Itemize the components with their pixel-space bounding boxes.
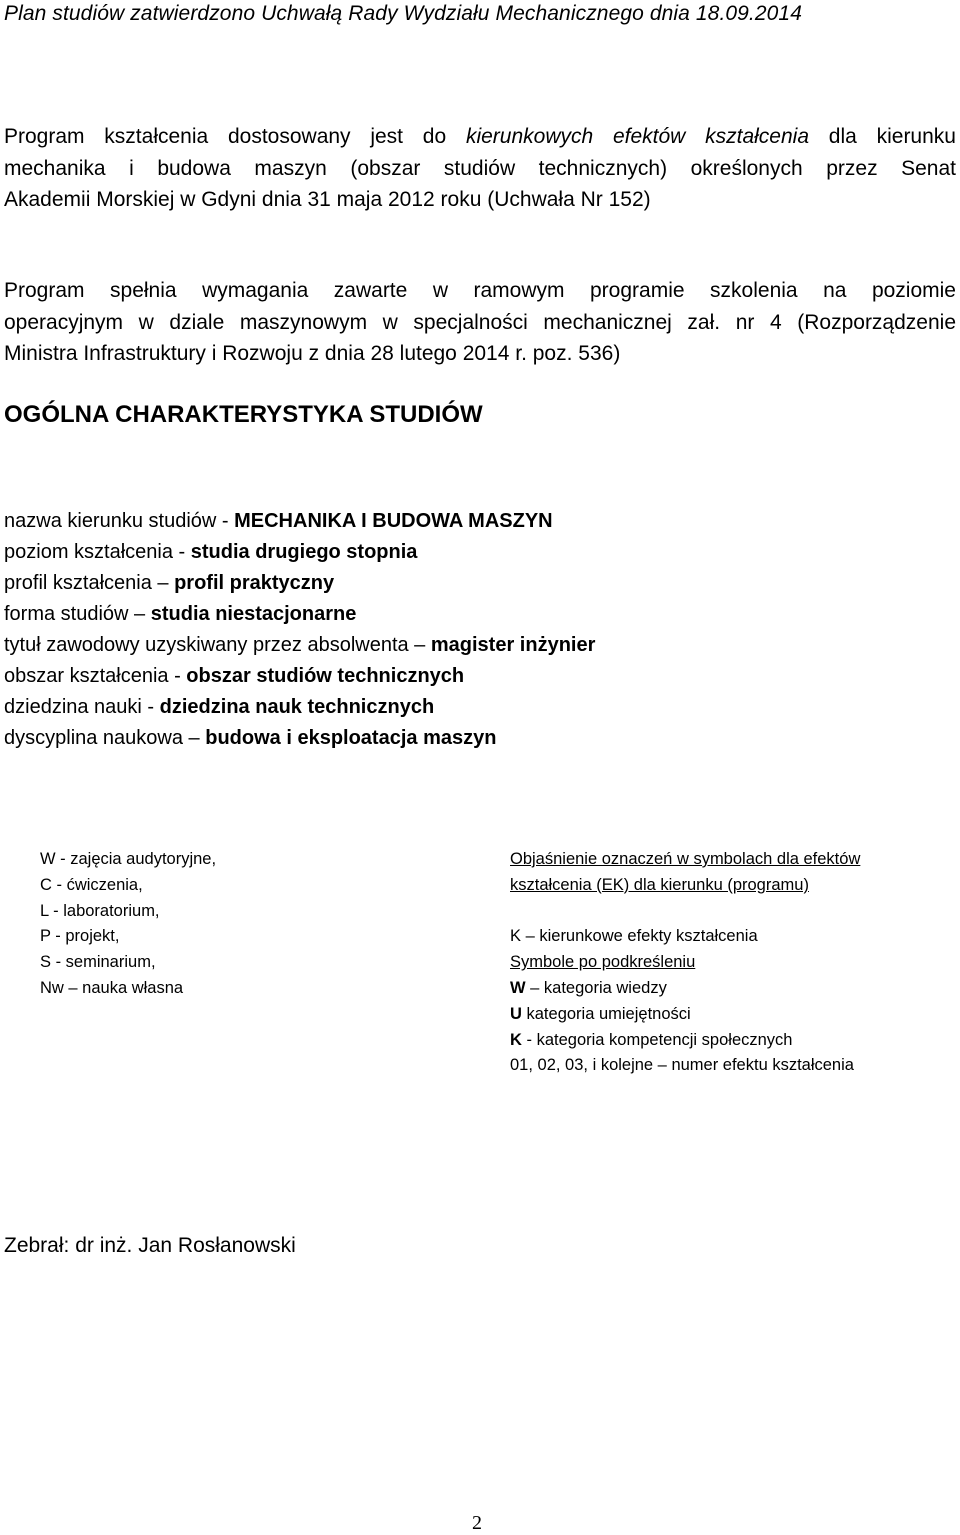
author-line: Zebrał: dr inż. Jan Rosłanowski (4, 1234, 296, 1257)
legend-item: W - zajęcia audytoryjne, (40, 850, 217, 868)
paragraph-line (4, 121, 956, 153)
legend-item: P - projekt, (40, 927, 120, 946)
characteristic-row (4, 630, 595, 661)
legend-item (510, 1028, 860, 1054)
characteristic-label: dziedzina nauki - (4, 696, 160, 718)
paragraph-line: mechanika i budowa maszyn (obszar studiów technicznych) określonych przez Senat (4, 156, 956, 180)
characteristic-value: budowa i eksploatacja maszyn (205, 727, 497, 749)
legend-symbol: W (510, 978, 526, 997)
section-title: OGÓLNA CHARAKTERYSTYKA STUDIÓW (4, 401, 483, 428)
legend-subheading: Symbole po podkreśleniu (510, 953, 696, 972)
characteristic-value: magister inżynier (430, 634, 596, 656)
characteristic-label: poziom kształcenia - (4, 541, 191, 563)
characteristic-row (4, 599, 595, 630)
characteristic-label: tytuł zawodowy uzyskiwany przez absolwenta – (4, 634, 431, 656)
characteristic-value: studia drugiego stopnia (190, 541, 418, 563)
legend-symbol: K (510, 1030, 522, 1049)
paragraph-line: operacyjnym w dziale maszynowym w specjalności mechanicznej zał. nr 4 (Rozporządzenie (4, 310, 956, 334)
characteristic-value: dziedzina nauk technicznych (159, 696, 435, 718)
characteristic-label: nazwa kierunku studiów - (4, 510, 235, 532)
paragraph-text: dla kierunku (809, 125, 956, 148)
characteristic-row (4, 537, 595, 568)
characteristic-row (4, 723, 595, 754)
spacer (510, 899, 860, 925)
legend-text: kategoria umiejętności (521, 1004, 691, 1023)
characteristic-value: studia niestacjonarne (150, 603, 357, 625)
study-characteristics-list (4, 506, 595, 754)
characteristic-label: profil kształcenia – (4, 572, 175, 594)
program-intro-paragraph (4, 121, 956, 216)
legend-symbol: U (510, 1004, 522, 1023)
legend-item (510, 976, 860, 1002)
requirements-paragraph (4, 275, 956, 370)
paragraph-line: Ministra Infrastruktury i Rozwoju z dnia 28 lutego 2014 r. poz. 536) (4, 342, 621, 365)
document-header: Plan studiów zatwierdzono Uchwałą Rady Wydziału Mechanicznego dnia 18.09.2014 (4, 2, 802, 25)
legend-heading: Objaśnienie oznaczeń w symbolach dla efektów (510, 850, 861, 868)
paragraph-line: Program spełnia wymagania zawarte w ramowym programie szkolenia na poziomie (4, 279, 956, 302)
legend-item: 01, 02, 03, i kolejne – numer efektu kształcenia (510, 1056, 854, 1075)
characteristic-row (4, 506, 595, 537)
characteristic-label: dyscyplina naukowa – (4, 727, 206, 749)
symbols-explanation-legend (510, 847, 860, 1079)
legend-text: - kategoria kompetencji społecznych (521, 1030, 793, 1049)
paragraph-line: Akademii Morskiej w Gdyni dnia 31 maja 2012 roku (Uchwała Nr 152) (4, 188, 651, 211)
legend-item: K – kierunkowe efekty kształcenia (510, 927, 758, 946)
characteristic-row (4, 692, 595, 723)
characteristic-label: obszar kształcenia - (4, 665, 187, 687)
page-number: 2 (472, 1512, 482, 1534)
characteristic-label: forma studiów – (4, 603, 151, 625)
paragraph-text: Program kształcenia dostosowany jest do (4, 125, 466, 148)
legend-item: C - ćwiczenia, (40, 875, 143, 894)
characteristic-value: obszar studiów technicznych (186, 665, 465, 687)
legend-item (510, 1002, 860, 1028)
characteristic-row (4, 568, 595, 599)
characteristic-value: profil praktyczny (174, 572, 335, 594)
legend-text: – kategoria wiedzy (525, 978, 667, 997)
legend-heading: kształcenia (EK) dla kierunku (programu) (510, 875, 809, 894)
characteristic-row (4, 661, 595, 692)
legend-item: S - seminarium, (40, 953, 156, 972)
legend-item: L - laboratorium, (40, 901, 160, 920)
emphasized-text: kierunkowych efektów kształcenia (465, 125, 809, 148)
class-types-legend (40, 847, 216, 1002)
characteristic-value: MECHANIKA I BUDOWA MASZYN (234, 510, 553, 532)
legend-item: Nw – nauka własna (40, 978, 184, 997)
